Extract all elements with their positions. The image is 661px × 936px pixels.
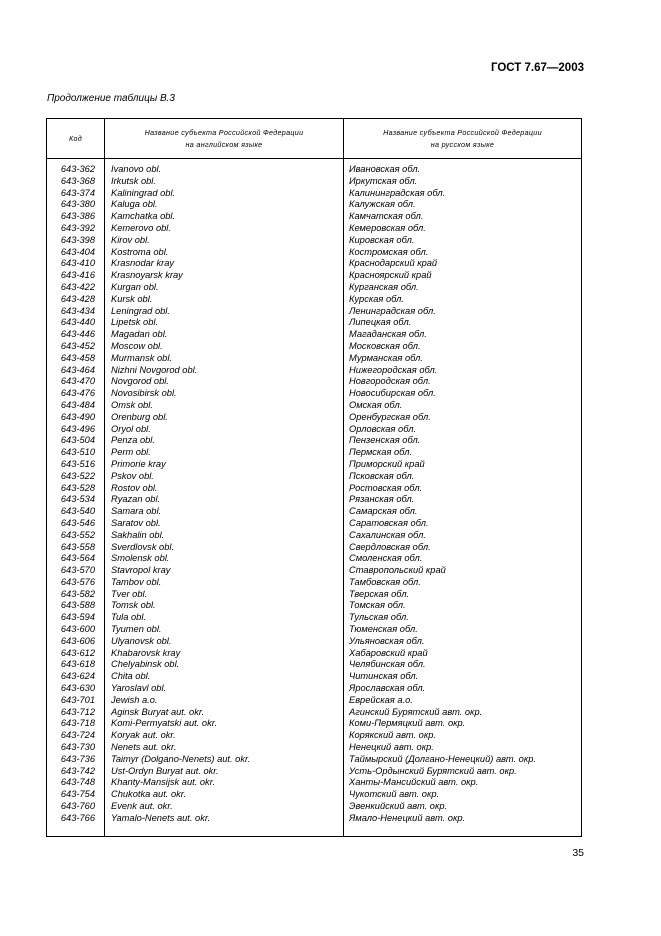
cell-english-name: Yamalo-Nenets aut. okr. bbox=[111, 812, 211, 823]
table-row bbox=[47, 270, 581, 282]
cell-code: 643-446 bbox=[60, 329, 95, 340]
table-row bbox=[47, 648, 581, 660]
cell-russian-name: Новосибирская обл. bbox=[349, 388, 436, 399]
cell-code: 643-594 bbox=[60, 612, 95, 623]
cell-russian-name: Ямало-Ненецкий авт. окр. bbox=[349, 812, 466, 823]
table-row bbox=[47, 659, 581, 671]
table-row bbox=[47, 718, 581, 730]
table-caption: Продолжение таблицы В.3 bbox=[47, 93, 175, 104]
table-row bbox=[47, 671, 581, 683]
cell-russian-name: Магаданская обл. bbox=[349, 329, 427, 340]
cell-english-name: Moscow obl. bbox=[111, 340, 163, 351]
cell-code: 643-600 bbox=[60, 624, 95, 635]
table-row bbox=[47, 388, 581, 400]
cell-code: 643-380 bbox=[60, 199, 95, 210]
cell-russian-name: Усть-Ордынский Бурятский авт. окр. bbox=[349, 765, 517, 776]
table-row bbox=[47, 459, 581, 471]
cell-english-name: Sakhalin obl. bbox=[111, 529, 165, 540]
cell-code: 643-558 bbox=[60, 541, 95, 552]
cell-russian-name: Кемеровская обл. bbox=[349, 222, 426, 233]
cell-english-name: Tyumen obl. bbox=[111, 624, 162, 635]
cell-code: 643-612 bbox=[60, 647, 95, 658]
cell-code: 643-490 bbox=[60, 411, 95, 422]
header-russian-line1: Название субъекта Российской Федерации bbox=[383, 128, 542, 137]
header-russian-line2: на русском языке bbox=[430, 140, 495, 149]
cell-code: 643-552 bbox=[60, 529, 95, 540]
cell-code: 643-736 bbox=[60, 753, 95, 764]
cell-english-name: Irkutsk obl. bbox=[111, 175, 156, 186]
cell-russian-name: Ульяновская обл. bbox=[349, 635, 425, 646]
cell-english-name: Omsk obl. bbox=[111, 399, 153, 410]
cell-russian-name: Красноярский край bbox=[349, 270, 432, 281]
cell-english-name: Tula obl. bbox=[111, 612, 146, 623]
cell-english-name: Kurgan obl. bbox=[111, 281, 159, 292]
cell-code: 643-540 bbox=[60, 506, 95, 517]
cell-code: 643-712 bbox=[60, 706, 95, 717]
cell-code: 643-368 bbox=[60, 175, 95, 186]
cell-code: 643-742 bbox=[60, 765, 95, 776]
cell-english-name: Rostov obl. bbox=[111, 482, 158, 493]
cell-code: 643-564 bbox=[60, 553, 95, 564]
table-row bbox=[47, 766, 581, 778]
cell-russian-name: Калужская обл. bbox=[349, 199, 416, 210]
cell-code: 643-624 bbox=[60, 671, 95, 682]
cell-russian-name: Корякский авт. окр. bbox=[349, 730, 436, 741]
cell-code: 643-618 bbox=[60, 659, 95, 670]
table-row bbox=[47, 447, 581, 459]
header-english-name bbox=[105, 119, 343, 159]
cell-english-name: Tver obl. bbox=[111, 588, 148, 599]
cell-english-name: Nenets aut. okr. bbox=[111, 742, 177, 753]
cell-code: 643-748 bbox=[60, 777, 95, 788]
table-row bbox=[47, 742, 581, 754]
table-row bbox=[47, 600, 581, 612]
cell-russian-name: Саратовская обл. bbox=[349, 517, 429, 528]
cell-russian-name: Московская обл. bbox=[349, 340, 421, 351]
cell-code: 643-504 bbox=[60, 435, 95, 446]
table-row bbox=[47, 494, 581, 506]
table-row bbox=[47, 707, 581, 719]
table-row bbox=[47, 801, 581, 813]
table-row bbox=[47, 565, 581, 577]
table-row bbox=[47, 695, 581, 707]
table-row bbox=[47, 483, 581, 495]
cell-russian-name: Орловская обл. bbox=[349, 423, 417, 434]
cell-english-name: Aginsk Buryat aut. okr. bbox=[111, 706, 205, 717]
cell-english-name: Novgorod obl. bbox=[111, 376, 169, 387]
cell-english-name: Nizhni Novgorod obl. bbox=[111, 364, 198, 375]
cell-english-name: Ivanovo obl. bbox=[111, 164, 162, 174]
cell-english-name: Chukotka aut. okr. bbox=[111, 789, 187, 800]
cell-russian-name: Курская обл. bbox=[349, 293, 404, 304]
cell-russian-name: Костромская обл. bbox=[349, 246, 429, 257]
cell-english-name: Pskov obl. bbox=[111, 470, 154, 481]
cell-english-name: Ryazan obl. bbox=[111, 494, 161, 505]
cell-code: 643-452 bbox=[60, 340, 95, 351]
page-number: 35 bbox=[572, 847, 584, 859]
table-row bbox=[47, 353, 581, 365]
cell-code: 643-701 bbox=[60, 694, 95, 705]
cell-code: 643-484 bbox=[60, 399, 95, 410]
table-row bbox=[47, 518, 581, 530]
cell-russian-name: Свердловская обл. bbox=[349, 541, 431, 552]
cell-english-name: Khabarovsk kray bbox=[111, 647, 181, 658]
table-row bbox=[47, 636, 581, 648]
table-row bbox=[47, 376, 581, 388]
table-row bbox=[47, 294, 581, 306]
header-russian-name bbox=[344, 119, 581, 159]
cell-english-name: Sverdlovsk obl. bbox=[111, 541, 175, 552]
cell-russian-name: Липецкая обл. bbox=[349, 317, 412, 328]
table-row bbox=[47, 754, 581, 766]
table-row bbox=[47, 777, 581, 789]
cell-english-name: Evenk aut. okr. bbox=[111, 801, 173, 812]
cell-english-name: Tomsk obl. bbox=[111, 600, 156, 611]
cell-english-name: Murmansk obl. bbox=[111, 352, 172, 363]
table-row bbox=[47, 553, 581, 565]
table-row bbox=[47, 530, 581, 542]
cell-code: 643-588 bbox=[60, 600, 95, 611]
cell-code: 643-576 bbox=[60, 576, 95, 587]
table-row bbox=[47, 400, 581, 412]
cell-english-name: Kemerovo obl. bbox=[111, 222, 171, 233]
cell-code: 643-476 bbox=[60, 388, 95, 399]
table-row bbox=[47, 258, 581, 270]
cell-russian-name: Смоленская обл. bbox=[349, 553, 423, 564]
cell-english-name: Krasnodar kray bbox=[111, 258, 175, 269]
cell-russian-name: Ростовская обл. bbox=[349, 482, 423, 493]
table-row bbox=[47, 247, 581, 259]
table-body bbox=[47, 164, 581, 825]
cell-russian-name: Хабаровский край bbox=[349, 647, 428, 658]
cell-russian-name: Челябинская обл. bbox=[349, 659, 426, 670]
cell-russian-name: Мурманская обл. bbox=[349, 352, 424, 363]
cell-code: 643-718 bbox=[60, 718, 95, 729]
table-row bbox=[47, 235, 581, 247]
regions-table bbox=[46, 118, 582, 837]
cell-russian-name: Читинская обл. bbox=[349, 671, 419, 682]
cell-english-name: Jewish a.o. bbox=[111, 694, 158, 705]
cell-code: 643-386 bbox=[60, 211, 95, 222]
cell-english-name: Tambov obl. bbox=[111, 576, 162, 587]
cell-russian-name: Тверская обл. bbox=[349, 588, 410, 599]
cell-code: 643-404 bbox=[60, 246, 95, 257]
cell-russian-name: Омская обл. bbox=[349, 399, 403, 410]
table-row bbox=[47, 329, 581, 341]
cell-code: 643-416 bbox=[60, 270, 95, 281]
cell-russian-name: Камчатская обл. bbox=[349, 211, 424, 222]
table-row bbox=[47, 223, 581, 235]
cell-code: 643-766 bbox=[60, 812, 95, 823]
cell-russian-name: Псковская обл. bbox=[349, 470, 415, 481]
cell-code: 643-374 bbox=[60, 187, 95, 198]
cell-russian-name: Оренбургская обл. bbox=[349, 411, 431, 422]
cell-russian-name: Ханты-Мансийский авт. окр. bbox=[349, 777, 479, 788]
cell-code: 643-754 bbox=[60, 789, 95, 800]
cell-russian-name: Ненецкий авт. окр. bbox=[349, 742, 434, 753]
table-row bbox=[47, 730, 581, 742]
cell-russian-name: Нижегородская обл. bbox=[349, 364, 438, 375]
table-row bbox=[47, 612, 581, 624]
cell-russian-name: Тамбовская обл. bbox=[349, 576, 421, 587]
cell-code: 643-496 bbox=[60, 423, 95, 434]
cell-russian-name: Тюменская обл. bbox=[349, 624, 418, 635]
cell-english-name: Leningrad obl. bbox=[111, 305, 170, 316]
cell-english-name: Ulyanovsk obl. bbox=[111, 635, 172, 646]
cell-russian-name: Кировская обл. bbox=[349, 234, 415, 245]
standard-number: ГОСТ 7.67—2003 bbox=[490, 62, 584, 74]
cell-russian-name: Тульская обл. bbox=[349, 612, 409, 623]
cell-english-name: Kursk obl. bbox=[111, 293, 153, 304]
cell-russian-name: Ивановская обл. bbox=[349, 164, 421, 174]
cell-english-name: Chelyabinsk obl. bbox=[111, 659, 180, 670]
table-row bbox=[47, 341, 581, 353]
table-row bbox=[47, 412, 581, 424]
cell-russian-name: Курганская обл. bbox=[349, 281, 419, 292]
cell-code: 643-522 bbox=[60, 470, 95, 481]
table-row bbox=[47, 199, 581, 211]
table-row bbox=[47, 624, 581, 636]
cell-english-name: Kirov obl. bbox=[111, 234, 150, 245]
cell-russian-name: Ярославская обл. bbox=[349, 683, 426, 694]
cell-english-name: Khanty-Mansijsk aut. okr. bbox=[111, 777, 216, 788]
table-row bbox=[47, 317, 581, 329]
cell-code: 643-630 bbox=[60, 683, 95, 694]
table-row bbox=[47, 589, 581, 601]
cell-russian-name: Еврейская а.о. bbox=[349, 694, 413, 705]
cell-english-name: Komi-Permyatski aut. okr. bbox=[111, 718, 218, 729]
cell-english-name: Orenburg obl. bbox=[111, 411, 168, 422]
cell-english-name: Oryol obl. bbox=[111, 423, 151, 434]
cell-russian-name: Пермская обл. bbox=[349, 447, 413, 458]
cell-code: 643-528 bbox=[60, 482, 95, 493]
table-row bbox=[47, 813, 581, 825]
cell-english-name: Primorie kray bbox=[111, 458, 166, 469]
cell-code: 643-392 bbox=[60, 222, 95, 233]
table-row bbox=[47, 506, 581, 518]
cell-english-name: Perm obl. bbox=[111, 447, 151, 458]
cell-code: 643-730 bbox=[60, 742, 95, 753]
table-row bbox=[47, 435, 581, 447]
cell-russian-name: Коми-Пермяцкий авт. окр. bbox=[349, 718, 466, 729]
table-row bbox=[47, 577, 581, 589]
cell-code: 643-410 bbox=[60, 258, 95, 269]
table-row bbox=[47, 683, 581, 695]
cell-code: 643-516 bbox=[60, 458, 95, 469]
cell-english-name: Lipetsk obl. bbox=[111, 317, 159, 328]
cell-english-name: Kamchatka obl. bbox=[111, 211, 176, 222]
cell-russian-name: Ставропольский край bbox=[349, 565, 446, 576]
cell-code: 643-570 bbox=[60, 565, 95, 576]
cell-code: 643-440 bbox=[60, 317, 95, 328]
cell-english-name: Kostroma obl. bbox=[111, 246, 169, 257]
cell-english-name: Stavropol kray bbox=[111, 565, 171, 576]
table-row bbox=[47, 471, 581, 483]
header-english-line2: на английском языке bbox=[185, 140, 263, 149]
cell-russian-name: Самарская обл. bbox=[349, 506, 418, 517]
cell-english-name: Krasnoyarsk kray bbox=[111, 270, 183, 281]
cell-code: 643-470 bbox=[60, 376, 95, 387]
cell-russian-name: Эвенкийский авт. окр. bbox=[349, 801, 448, 812]
cell-russian-name: Таймырский (Долгано-Ненецкий) авт. окр. bbox=[349, 753, 536, 764]
cell-english-name: Ust-Ordyn Buryat aut. okr. bbox=[111, 765, 219, 776]
table-row bbox=[47, 211, 581, 223]
cell-code: 643-422 bbox=[60, 281, 95, 292]
cell-code: 643-606 bbox=[60, 635, 95, 646]
cell-code: 643-362 bbox=[60, 164, 95, 174]
cell-english-name: Saratov obl. bbox=[111, 517, 161, 528]
table-row bbox=[47, 282, 581, 294]
cell-russian-name: Агинский Бурятский авт. окр. bbox=[349, 706, 483, 717]
table-row bbox=[47, 542, 581, 554]
cell-code: 643-458 bbox=[60, 352, 95, 363]
cell-english-name: Kaliningrad obl. bbox=[111, 187, 176, 198]
cell-russian-name: Томская обл. bbox=[349, 600, 406, 611]
cell-russian-name: Иркутская обл. bbox=[349, 175, 418, 186]
cell-english-name: Smolensk obl. bbox=[111, 553, 170, 564]
cell-english-name: Magadan obl. bbox=[111, 329, 168, 340]
cell-english-name: Penza obl. bbox=[111, 435, 155, 446]
cell-english-name: Yaroslavl obl. bbox=[111, 683, 167, 694]
cell-english-name: Taimyr (Dolgano-Nenets) aut. okr. bbox=[111, 753, 251, 764]
cell-code: 643-398 bbox=[60, 234, 95, 245]
cell-russian-name: Новгородская обл. bbox=[349, 376, 431, 387]
table-row bbox=[47, 424, 581, 436]
cell-code: 643-546 bbox=[60, 517, 95, 528]
cell-english-name: Samara obl. bbox=[111, 506, 162, 517]
cell-english-name: Koryak aut. okr. bbox=[111, 730, 176, 741]
cell-code: 643-464 bbox=[60, 364, 95, 375]
table-row bbox=[47, 365, 581, 377]
cell-russian-name: Калининградская обл. bbox=[349, 187, 446, 198]
cell-russian-name: Краснодарский край bbox=[349, 258, 438, 269]
cell-code: 643-724 bbox=[60, 730, 95, 741]
cell-russian-name: Чукотский авт. окр. bbox=[349, 789, 440, 800]
cell-russian-name: Рязанская обл. bbox=[349, 494, 415, 505]
cell-code: 643-534 bbox=[60, 494, 95, 505]
header-code: Код bbox=[68, 134, 83, 143]
cell-code: 643-510 bbox=[60, 447, 95, 458]
table-row bbox=[47, 164, 581, 176]
cell-russian-name: Приморский край bbox=[349, 458, 425, 469]
cell-code: 643-760 bbox=[60, 801, 95, 812]
cell-code: 643-434 bbox=[60, 305, 95, 316]
table-header bbox=[47, 119, 581, 159]
cell-code: 643-582 bbox=[60, 588, 95, 599]
cell-russian-name: Сахалинская обл. bbox=[349, 529, 426, 540]
table-row bbox=[47, 176, 581, 188]
table-row bbox=[47, 306, 581, 318]
cell-russian-name: Ленинградская обл. bbox=[349, 305, 436, 316]
table-row bbox=[47, 789, 581, 801]
cell-english-name: Novosibirsk obl. bbox=[111, 388, 177, 399]
cell-code: 643-428 bbox=[60, 293, 95, 304]
cell-english-name: Kaluga obl. bbox=[111, 199, 158, 210]
cell-russian-name: Пензенская обл. bbox=[349, 435, 421, 446]
table-row bbox=[47, 188, 581, 200]
cell-english-name: Chita obl. bbox=[111, 671, 151, 682]
header-english-line1: Название субъекта Российской Федерации bbox=[144, 128, 304, 137]
